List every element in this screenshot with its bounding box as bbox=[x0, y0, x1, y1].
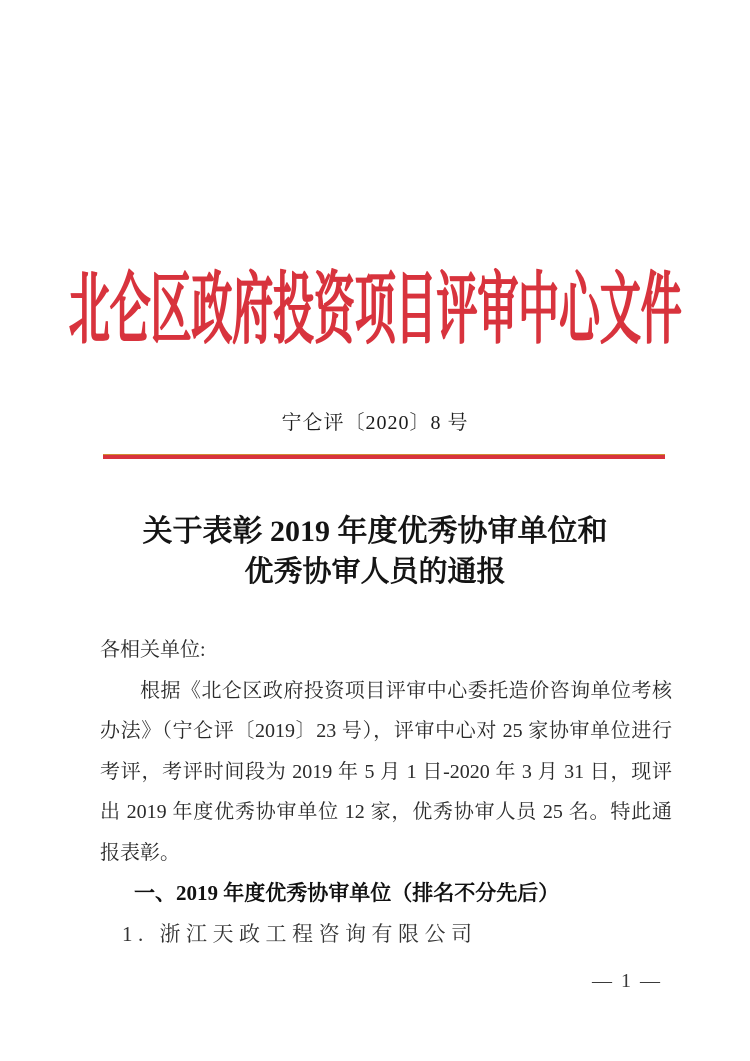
document-reference-number: 宁仑评〔2020〕8 号 bbox=[281, 412, 469, 434]
document-title-line-2: 优秀协审人员的通报 bbox=[244, 556, 506, 588]
paragraph-line: 办法》（宁仑评〔2019〕23 号），评审中心对 25 家协审单位进行 bbox=[100, 720, 672, 742]
paragraph-line: 报表彰。 bbox=[100, 841, 180, 864]
paragraph-line: 根据《北仑区政府投资项目评审中心委托造价咨询单位考核 bbox=[140, 679, 672, 702]
paragraph-line: 出 2019 年度优秀协审单位 12 家，优秀协审人员 25 名。特此通 bbox=[100, 801, 672, 823]
document-title-line-1: 关于表彰 2019 年度优秀协审单位和 bbox=[142, 515, 608, 548]
red-divider-rule bbox=[103, 454, 665, 459]
salutation: 各相关单位: bbox=[100, 639, 206, 661]
document-body bbox=[100, 630, 672, 954]
issuer-red-header: 北仑区政府投资项目评审中心文件 bbox=[68, 268, 682, 355]
paragraph-line: 考评，考评时间段为 2019 年 5 月 1 日-2020 年 3 月 31 日，现评 bbox=[100, 760, 672, 783]
list-item-unit-1: 1. 浙江天政工程咨询有限公司 bbox=[122, 921, 478, 946]
page-number: — 1 — bbox=[592, 970, 662, 992]
document-title bbox=[0, 512, 750, 592]
section-heading-excellent-units: 一、2019 年度优秀协审单位（排名不分先后） bbox=[134, 881, 560, 905]
